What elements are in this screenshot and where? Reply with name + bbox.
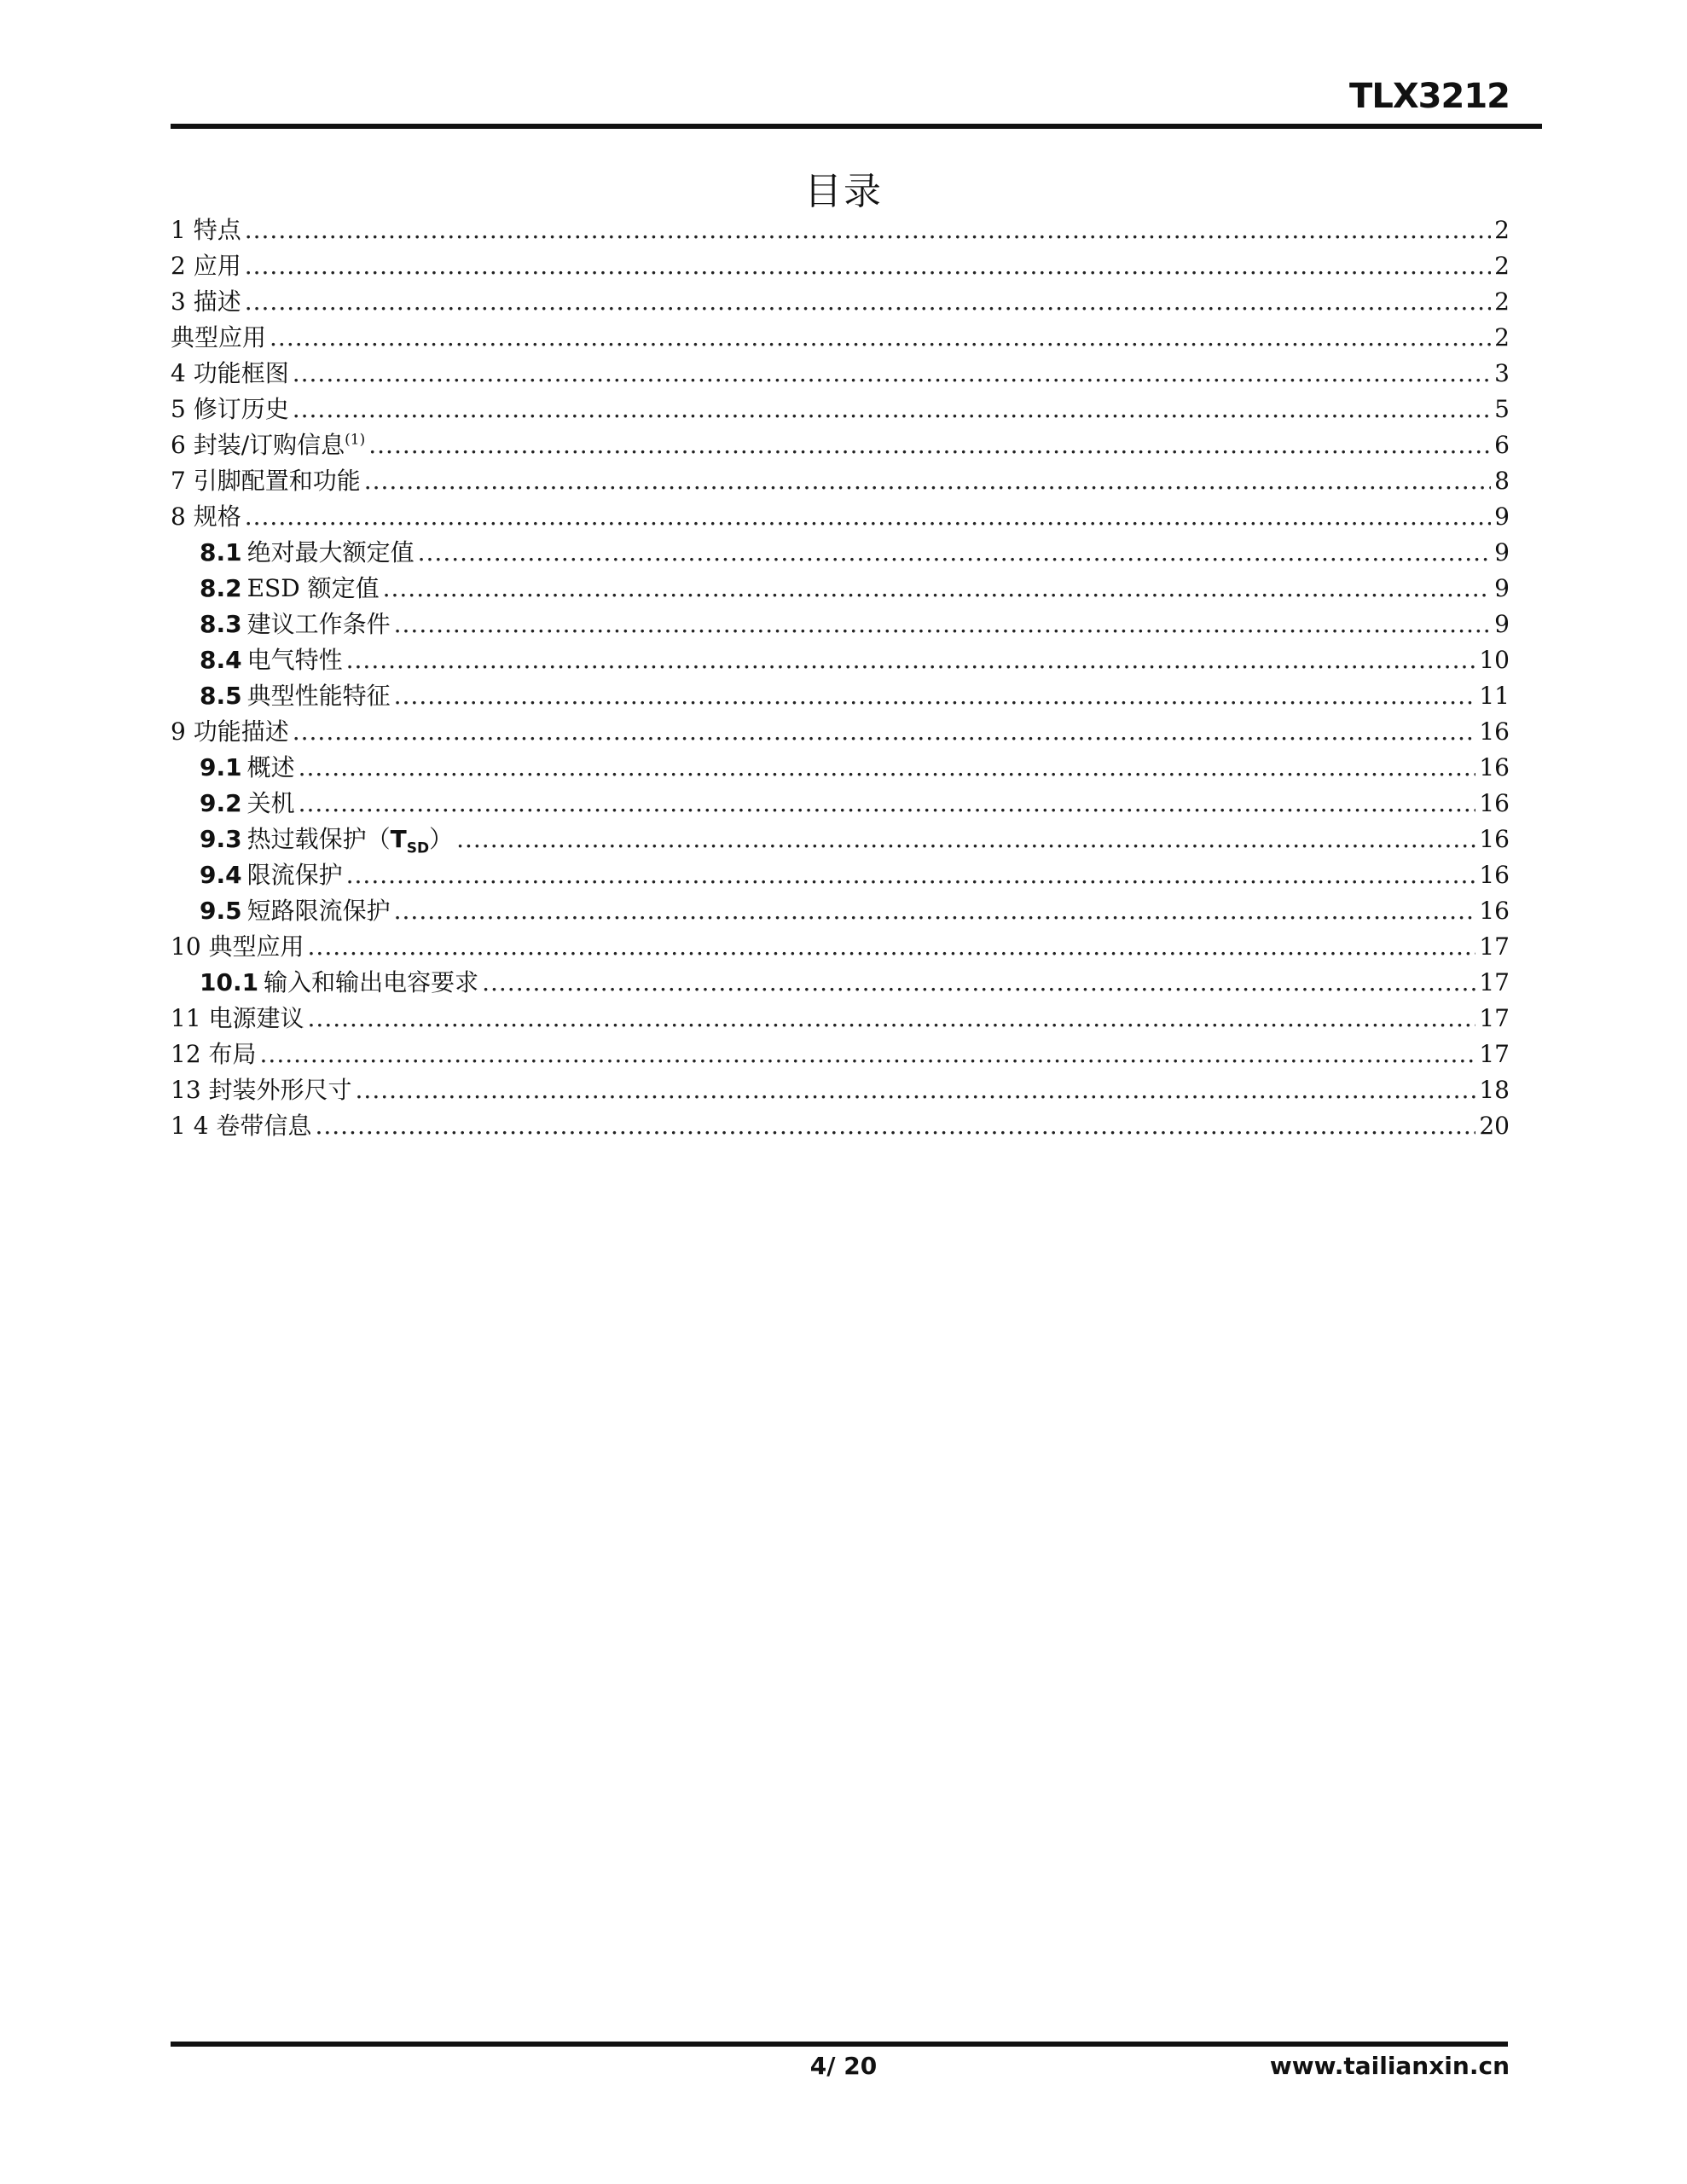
toc-entry[interactable] xyxy=(171,212,1510,248)
toc-page-number: 6 xyxy=(1494,431,1510,459)
toc-section-title: 1 4 卷带信息 xyxy=(171,1112,312,1140)
toc-entry-label xyxy=(200,893,391,929)
table-of-contents xyxy=(171,212,1510,1144)
toc-page-number: 10 xyxy=(1479,646,1510,674)
toc-section-title: 典型应用 xyxy=(171,323,267,351)
toc-page-number: 17 xyxy=(1479,968,1510,996)
toc-section-title: 8 规格 xyxy=(171,502,241,531)
tsd-symbol-subscript: SD xyxy=(406,839,430,857)
toc-section-title: 6 封装/订购信息 xyxy=(171,431,345,459)
toc-section-title: 短路限流保护 xyxy=(246,897,391,925)
toc-leader-dots xyxy=(245,284,1491,320)
footer-website[interactable]: www.tailianxin.cn xyxy=(1269,2052,1510,2080)
toc-section-title: 7 引脚配置和功能 xyxy=(171,467,361,495)
toc-section-title: 12 布局 xyxy=(171,1040,257,1068)
toc-page-number: 18 xyxy=(1479,1076,1510,1104)
toc-page-number: 2 xyxy=(1494,288,1510,316)
toc-section-number: 9.2 xyxy=(200,789,242,817)
toc-entry-label xyxy=(171,1001,304,1037)
toc-section-title-suffix: ） xyxy=(429,825,454,853)
toc-entry[interactable] xyxy=(171,463,1510,499)
toc-section-title: 13 封装外形尺寸 xyxy=(171,1076,352,1104)
toc-entry-label xyxy=(200,678,391,714)
toc-entry-label xyxy=(200,642,343,678)
toc-entry-label xyxy=(200,750,295,786)
toc-entry[interactable] xyxy=(171,427,1510,463)
toc-leader-dots xyxy=(245,212,1491,248)
toc-section-number: 9.1 xyxy=(200,753,242,781)
toc-entry-label xyxy=(200,571,380,607)
toc-entry-label xyxy=(171,1037,257,1072)
tsd-symbol-main: T xyxy=(390,825,407,853)
toc-page-number: 16 xyxy=(1479,825,1510,853)
toc-leader-dots xyxy=(293,714,1476,750)
toc-leader-dots xyxy=(299,786,1476,822)
toc-entry-label xyxy=(171,499,241,535)
toc-entry-label xyxy=(200,857,343,893)
toc-leader-dots xyxy=(260,1037,1476,1072)
toc-leader-dots xyxy=(364,463,1491,499)
toc-entry[interactable] xyxy=(171,929,1510,965)
toc-page-number: 2 xyxy=(1494,252,1510,280)
toc-entry-label xyxy=(171,463,361,499)
toc-page-number: 20 xyxy=(1479,1112,1510,1140)
toc-page-number: 11 xyxy=(1479,682,1510,710)
toc-leader-dots xyxy=(368,427,1491,463)
toc-entry[interactable] xyxy=(171,284,1510,320)
toc-leader-dots xyxy=(346,642,1476,678)
footer-rule xyxy=(171,2042,1508,2047)
toc-entry[interactable] xyxy=(171,857,1510,893)
toc-leader-dots xyxy=(394,678,1476,714)
toc-entry[interactable] xyxy=(171,893,1510,929)
toc-leader-dots xyxy=(346,857,1476,893)
toc-leader-dots xyxy=(308,1001,1476,1037)
toc-entry-label xyxy=(171,1108,311,1144)
toc-leader-dots xyxy=(308,929,1476,965)
toc-entry[interactable] xyxy=(171,535,1510,571)
toc-leader-dots xyxy=(299,750,1476,786)
toc-page-number: 16 xyxy=(1479,897,1510,925)
toc-section-title: 3 描述 xyxy=(171,288,241,316)
toc-section-title: 典型性能特征 xyxy=(246,682,391,710)
toc-leader-dots xyxy=(482,965,1475,1001)
toc-page-number: 17 xyxy=(1479,932,1510,961)
toc-entry[interactable] xyxy=(171,965,1510,1001)
toc-leader-dots xyxy=(418,535,1492,571)
toc-page-number: 2 xyxy=(1494,323,1510,351)
toc-entry[interactable] xyxy=(171,1072,1510,1108)
toc-leader-dots xyxy=(394,893,1476,929)
toc-entry[interactable] xyxy=(171,356,1510,392)
toc-entry-label xyxy=(171,356,289,392)
toc-entry[interactable] xyxy=(171,714,1510,750)
toc-leader-dots xyxy=(245,499,1491,535)
toc-entry-label xyxy=(171,284,241,320)
toc-entry-label xyxy=(171,427,365,463)
toc-leader-dots xyxy=(293,356,1491,392)
header-rule xyxy=(171,124,1542,129)
toc-page-number: 5 xyxy=(1494,395,1510,423)
toc-page-number: 9 xyxy=(1494,610,1510,638)
toc-entry[interactable] xyxy=(171,392,1510,427)
toc-entry-label xyxy=(171,714,289,750)
toc-section-title: 热过载保护（ xyxy=(246,825,391,853)
toc-entry[interactable] xyxy=(171,1001,1510,1037)
toc-section-title: 11 电源建议 xyxy=(171,1004,304,1032)
toc-section-title: 电气特性 xyxy=(246,646,343,674)
toc-section-title: 10 典型应用 xyxy=(171,932,304,961)
toc-section-number: 10.1 xyxy=(200,968,259,996)
toc-entry[interactable] xyxy=(171,750,1510,786)
toc-section-number: 8.2 xyxy=(200,574,242,602)
toc-entry[interactable] xyxy=(171,499,1510,535)
toc-page-number: 2 xyxy=(1494,216,1510,244)
header-part-number: TLX3212 xyxy=(1349,77,1510,116)
footnote-marker: (1) xyxy=(345,431,366,449)
toc-section-number: 8.5 xyxy=(200,682,242,710)
toc-entry-label xyxy=(200,822,453,857)
toc-page-number: 16 xyxy=(1479,717,1510,746)
toc-entry[interactable] xyxy=(171,642,1510,678)
toc-section-number: 9.4 xyxy=(200,861,242,889)
toc-entry[interactable] xyxy=(171,1108,1510,1144)
toc-entry-label xyxy=(200,535,415,571)
toc-page-number: 16 xyxy=(1479,753,1510,781)
toc-section-title: 4 功能框图 xyxy=(171,359,289,387)
toc-entry[interactable] xyxy=(171,571,1510,607)
toc-section-title: 限流保护 xyxy=(246,861,343,889)
toc-entry[interactable] xyxy=(171,822,1510,857)
toc-entry-label xyxy=(200,965,478,1001)
toc-page-number: 17 xyxy=(1479,1040,1510,1068)
toc-section-title: ESD 额定值 xyxy=(246,574,380,602)
toc-entry-label xyxy=(200,786,295,822)
toc-entry-label xyxy=(171,929,304,965)
toc-section-number: 8.4 xyxy=(200,646,242,674)
toc-section-title: 概述 xyxy=(246,753,295,781)
toc-section-title: 9 功能描述 xyxy=(171,717,289,746)
toc-leader-dots xyxy=(356,1072,1476,1108)
toc-leader-dots xyxy=(245,248,1491,284)
toc-entry-label xyxy=(171,212,241,248)
toc-section-title: 2 应用 xyxy=(171,252,241,280)
tsd-symbol xyxy=(390,825,430,857)
toc-leader-dots xyxy=(383,571,1492,607)
toc-leader-dots xyxy=(270,320,1491,356)
toc-page-number: 9 xyxy=(1494,502,1510,531)
toc-entry[interactable] xyxy=(171,320,1510,356)
toc-entry[interactable] xyxy=(171,1037,1510,1072)
toc-section-title: 建议工作条件 xyxy=(246,610,391,638)
toc-page-number: 8 xyxy=(1494,467,1510,495)
toc-entry-label xyxy=(171,1072,352,1108)
toc-section-number: 8.1 xyxy=(200,538,242,566)
toc-leader-dots xyxy=(315,1108,1475,1144)
toc-leader-dots xyxy=(394,607,1492,642)
toc-section-title: 绝对最大额定值 xyxy=(246,538,415,566)
toc-section-title: 5 修订历史 xyxy=(171,395,289,423)
toc-entry-label xyxy=(200,607,391,642)
toc-entry-label xyxy=(171,248,241,284)
toc-page-number: 9 xyxy=(1494,574,1510,602)
toc-leader-dots xyxy=(456,822,1475,857)
toc-page-number: 17 xyxy=(1479,1004,1510,1032)
toc-section-title: 输入和输出电容要求 xyxy=(264,968,479,996)
toc-entry[interactable] xyxy=(171,678,1510,714)
toc-entry[interactable] xyxy=(171,786,1510,822)
toc-page-number: 3 xyxy=(1494,359,1510,387)
toc-section-title: 1 特点 xyxy=(171,216,241,244)
toc-page-number: 16 xyxy=(1479,861,1510,889)
footer-page-number: 4/ 20 xyxy=(809,2052,878,2080)
toc-section-number: 8.3 xyxy=(200,610,242,638)
toc-entry[interactable] xyxy=(171,248,1510,284)
toc-entry-label xyxy=(171,392,289,427)
toc-page-number: 9 xyxy=(1494,538,1510,566)
toc-page-number: 16 xyxy=(1479,789,1510,817)
toc-section-title: 关机 xyxy=(246,789,295,817)
toc-section-number: 9.5 xyxy=(200,897,242,925)
toc-title: 目录 xyxy=(804,170,883,213)
toc-entry-label xyxy=(171,320,266,356)
toc-section-number: 9.3 xyxy=(200,825,242,853)
toc-entry[interactable] xyxy=(171,607,1510,642)
toc-leader-dots xyxy=(293,392,1491,427)
